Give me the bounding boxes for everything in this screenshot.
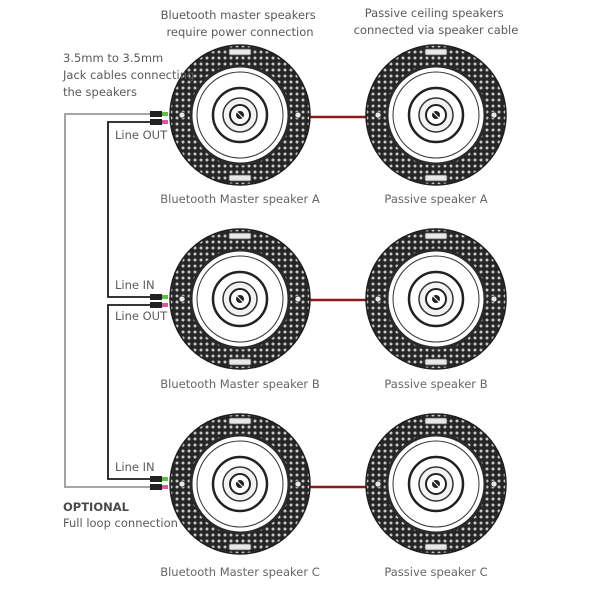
caption-passive-b: Passive speaker B — [384, 377, 488, 391]
jack-plug-line-in-c — [150, 476, 168, 482]
jack-plug-line-out-a — [150, 119, 168, 125]
port-label-line-out-a: Line OUT — [115, 128, 168, 142]
bluetooth-master-speaker-a — [170, 45, 310, 185]
jack-cable-b-to-c — [108, 305, 152, 479]
optional-title: OPTIONAL — [63, 500, 129, 514]
port-label-line-out-b: Line OUT — [115, 309, 168, 323]
jack-plug-loop-a — [150, 111, 168, 117]
caption-passive-c: Passive speaker C — [384, 565, 488, 579]
jack-plug-line-in-b — [150, 294, 168, 300]
bluetooth-master-speaker-c — [170, 414, 310, 554]
caption-master-a: Bluetooth Master speaker A — [160, 192, 320, 206]
passive-speaker-b — [366, 229, 506, 369]
bluetooth-master-speaker-b — [170, 229, 310, 369]
caption-master-c: Bluetooth Master speaker C — [160, 565, 320, 579]
port-label-line-in-b: Line IN — [115, 278, 155, 292]
passive-speaker-a — [366, 45, 506, 185]
jack-plug-line-out-b — [150, 302, 168, 308]
port-label-line-in-c: Line IN — [115, 460, 155, 474]
jack-cable-note: 3.5mm to 3.5mm Jack cables connecting the speakers — [63, 51, 195, 99]
caption-master-b: Bluetooth Master speaker B — [160, 377, 320, 391]
caption-passive-a: Passive speaker A — [384, 192, 488, 206]
jack-plug-loop-c — [150, 484, 168, 490]
jack-cable-a-to-b — [108, 122, 152, 297]
passive-speaker-c — [366, 414, 506, 554]
optional-description: Full loop connection — [63, 516, 178, 530]
bluetooth-note: Bluetooth master speakers require power connection — [160, 8, 316, 39]
passive-note: Passive ceiling speakers connected via speaker cable — [353, 6, 519, 37]
